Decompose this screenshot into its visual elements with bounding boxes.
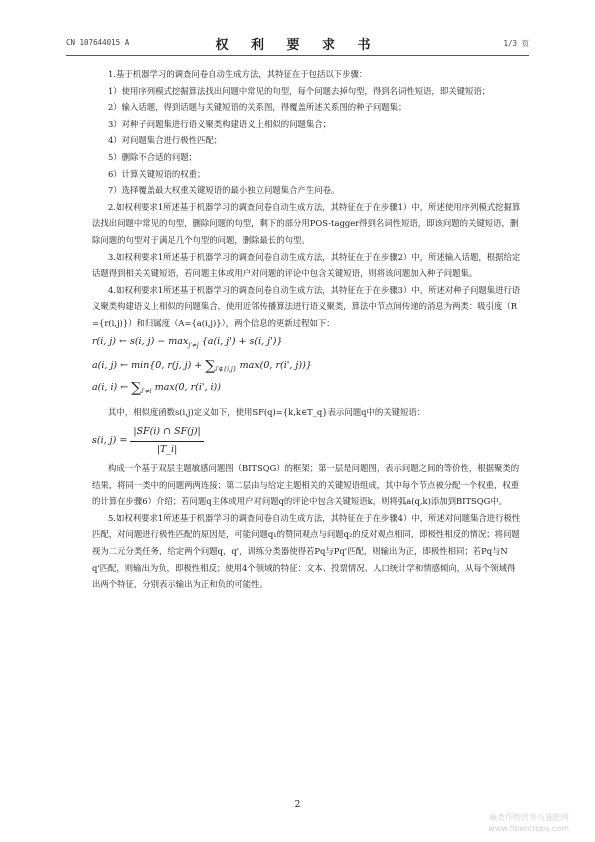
equation-availability [92, 356, 523, 376]
claim-1-step-4: 4）对问题集合进行极性匹配； [107, 135, 223, 146]
claim-5: 5.如权利要求1所述基于机器学习的调查问卷自动生成方法，其特征在于在步骤4）中，所述对问题集合进行极性匹配，对问题进行极性匹配的原因是，可能问题q₁的赞同观点与问题q₂的反对观点相同，即极性相反的情况；将问题视为二元分类任务，给定两个问题q，q'，训练分类器使得若Pq与Pq'匹配，则输出为正，即极性相同；若Pq与Nq'匹配，则输出为负，即极性相反；使用4个领域的特征：文本、投票情况、人口统计学和情感倾向，从每个领域得出两个特征，分别表示输出为正和负的可能性。 [92, 512, 521, 590]
eq3-lhs: a(i, i) ← [92, 381, 132, 393]
watermark-line-2: www.fibercrops.com [488, 824, 569, 833]
eq2-rhs: max(0, r(i', j))} [239, 359, 312, 371]
claim-4: 4.如权利要求1所述基于机器学习的调查问卷自动生成方法，其特征在于在步骤3）中，所述对种子问题集进行语义聚类构建语义上相似的问题集合，使用近邻传播算法进行语义聚类，算法中节点间传递的消息为两类：吸引度（R={r(i,j)}）和归属度（A={a(i,j)}），两个信息的更新过程如下： [92, 284, 521, 328]
sum-symbol: ∑ [205, 357, 216, 374]
eq4-lhs: s(i, j) = [92, 434, 131, 446]
page-indicator: 1/3 页 [503, 39, 529, 48]
similarity-fraction [130, 424, 203, 458]
header-rule [66, 55, 529, 56]
claim-1-step-1: 1）使用序列模式挖掘算法找出问题中常见的句型，每个问题去掉句型，得到名词性短语，即关键短语； [107, 85, 491, 96]
fraction-denominator: |T_i| [156, 443, 178, 455]
eq3-sub: i'≠i [141, 387, 152, 395]
fraction-numerator: |SF(i) ∩ SF(j)| [130, 424, 203, 442]
eq1-rhs: {a(i, j') + s(i, j')} [201, 335, 283, 347]
eq3-rhs: max(0, r(i', i)) [154, 381, 221, 393]
claim-1-step-2: 2）输入话题，得到话题与关键短语的关系图，得覆盖所述关系图的种子问题集； [107, 102, 407, 113]
page-header [66, 36, 529, 52]
claim-1-step-7: 7）选择覆盖最大权重关键短语的最小独立问题集合产生问卷。 [107, 185, 340, 196]
page-number: 2 [294, 800, 301, 810]
claim-3: 3.如权利要求1所述基于机器学习的调查问卷自动生成方法，其特征在于在步骤2）中，所述输入话题，根据给定话题得到相关关键短语，若问题主体或用户对问题的评论中包含关键短语，则将该问题加入种子问题集。 [92, 251, 521, 279]
eq1-lhs: r(i, j) ← s(i, j) − max [92, 335, 189, 347]
sum-symbol: ∑ [131, 379, 142, 396]
equation-responsibility [92, 334, 523, 354]
site-watermark [488, 812, 569, 834]
claim-2: 2.如权利要求1所述基于机器学习的调查问卷自动生成方法，其特征在于在步骤1）中，所述使用序列模式挖掘算法找出问题中常见的句型，删除问题的句型，剩下的部分用POS-tagger得到名词性短语，即该问题的关键短语，删除问题的句型对于满足几个句型的问题，删除最长的句型。 [92, 201, 521, 245]
claim-1-step-6: 6）计算关键短语的权重； [107, 168, 206, 179]
claims-body [92, 66, 523, 593]
watermark-line-1: 麻类作物营养与施肥网 [489, 813, 569, 822]
claim-4-bitsqg: 构成一个基于双层主题敏感问题图（BITSQG）的框架；第一层是问题图，表示问题之间的等价性，根据聚类的结果，将同一类中的问题两两连接；第二层由与给定主题相关的关键短语组成，其中每个节点被分配一个权重，权重的计算在步骤6）介绍；若问题q主体或用户对问题q的评论中包含关键短语k，则将弧a(q,k)添加到BITSQG中。 [92, 463, 520, 507]
eq1-sub: j'≠j [188, 341, 199, 349]
claim-1-step-5: 5）删除不合适的问题； [107, 151, 198, 162]
eq2-sub: i'∉{i,j} [215, 365, 237, 373]
document-title: 权 利 要 求 书 [215, 38, 380, 53]
patent-number: CN 107644015 A [66, 38, 130, 47]
eq2-lhs: a(i, j) ← min{0, r(j, j) + [92, 359, 206, 371]
equation-similarity [92, 424, 523, 458]
claim-1-intro: 1.基于机器学习的调查问卷自动生成方法，其特征在于包括以下步骤： [107, 69, 368, 79]
claim-4-similarity-def: 其中，相似度函数s(i,j)定义如下，使用SF(q)={k,k∈T_q}表示问题q中的关键短语： [107, 406, 426, 417]
equation-self-availability [92, 378, 523, 402]
claim-1-step-3: 3）对种子问题集进行语义聚类构建语义上相似的问题集合； [107, 118, 332, 129]
